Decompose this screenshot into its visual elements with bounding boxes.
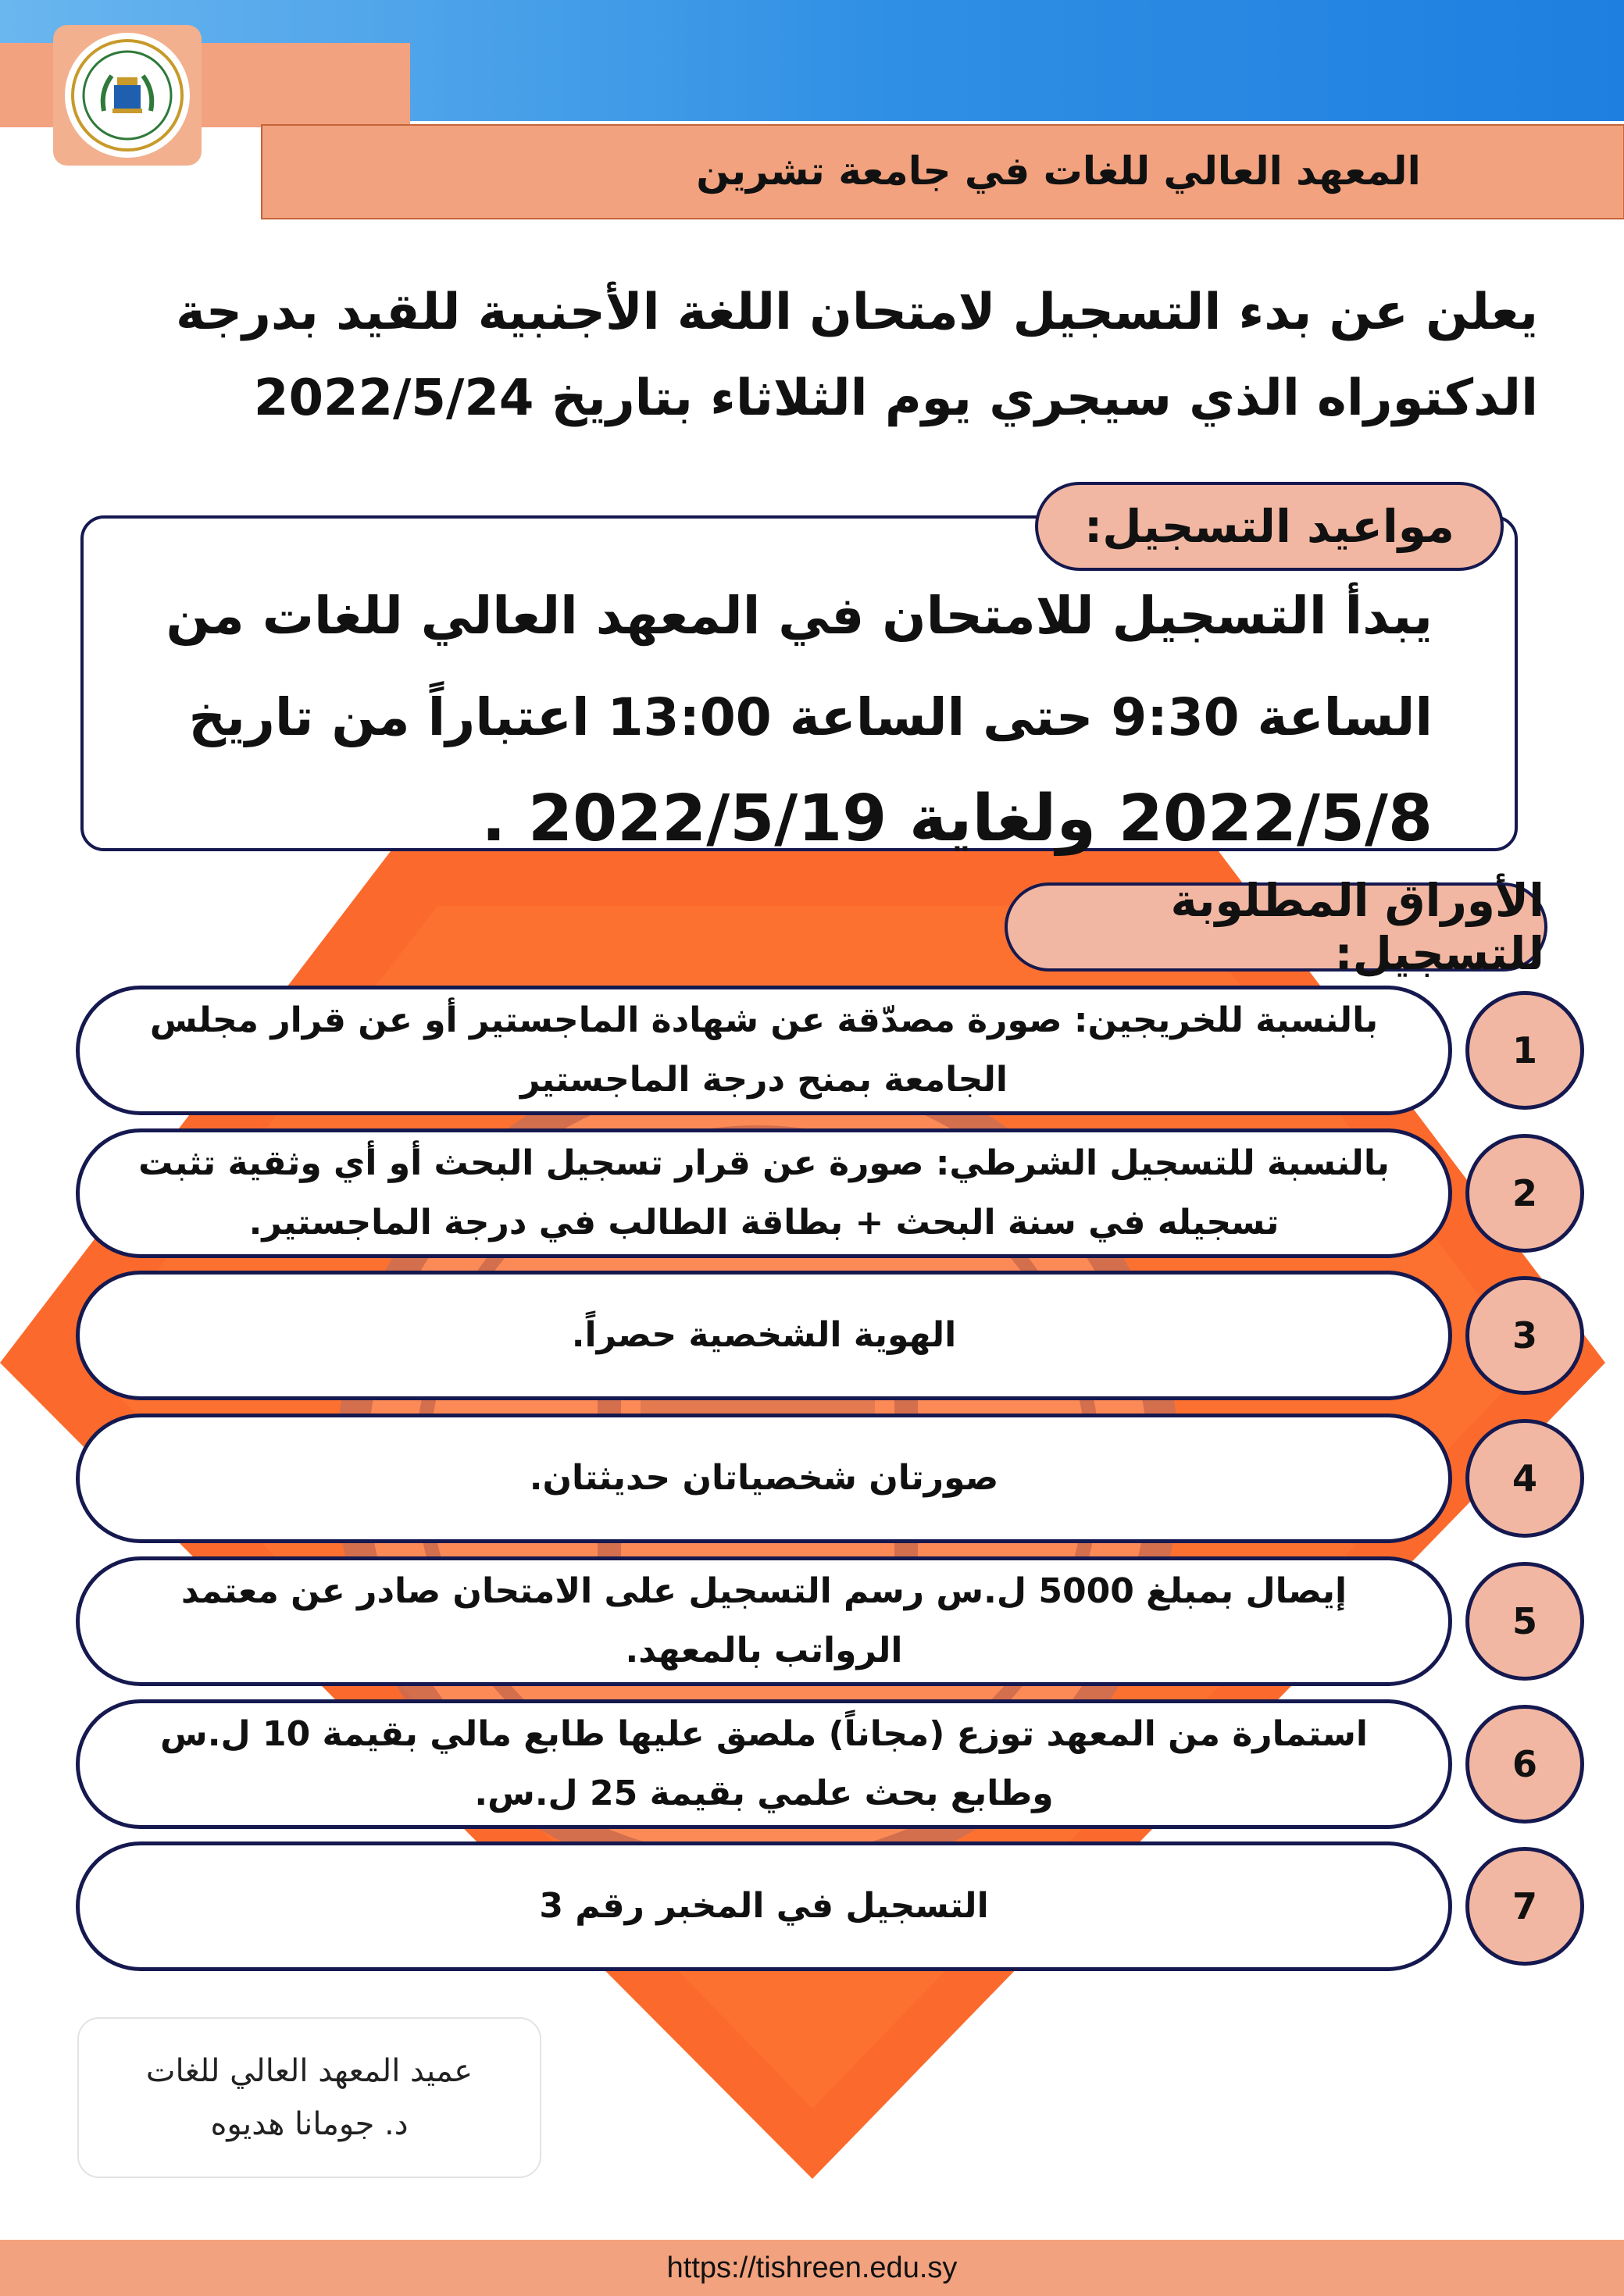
- requirement-line-2: الجامعة بمنح درجة الماجستير: [520, 1060, 1008, 1100]
- requirement-text: [181, 1562, 1347, 1681]
- requirement-line-2: تسجيله في سنة البحث + بطاقة الطالب في درجة الماجستير.: [248, 1203, 1280, 1242]
- requirement-item-3: [76, 1271, 1452, 1400]
- requirement-line-1: بالنسبة للتسجيل الشرطي: صورة عن قرار تسجيل البحث أو أي وثقية تثبت: [138, 1143, 1390, 1183]
- requirement-text: [539, 1877, 988, 1936]
- requirement-text: [150, 991, 1378, 1110]
- schedule-line-3: 2022/5/8 ولغاية 2022/5/19 .: [481, 782, 1433, 856]
- footer: [0, 2240, 1624, 2296]
- requirement-number-badge: 7: [1465, 1847, 1584, 1966]
- requirement-number-badge: 5: [1465, 1562, 1584, 1681]
- announcement-line-1: يعلن عن بدء التسجيل لامتحان اللغة الأجنبية للقيد بدرجة: [176, 283, 1538, 341]
- schedule-text: [162, 565, 1433, 870]
- requirement-number-badge: 4: [1465, 1419, 1584, 1538]
- requirement-line-2: الرواتب بالمعهد.: [625, 1631, 903, 1670]
- requirement-number-badge: 6: [1465, 1705, 1584, 1824]
- requirement-item-4: [76, 1414, 1452, 1543]
- institute-name: المعهد العالي للغات في جامعة تشرين: [696, 148, 1421, 194]
- requirement-line-2: وطابع بحث علمي بقيمة 25 ل.س.: [474, 1774, 1054, 1813]
- requirement-number-badge: 2: [1465, 1134, 1584, 1253]
- announcement: [54, 269, 1538, 441]
- requirement-text: [530, 1449, 998, 1508]
- logo-container: [53, 25, 202, 166]
- requirement-line-1: استمارة من المعهد توزع (مجاناً) ملصق عليها طابع مالي بقيمة 10 ل.س: [160, 1714, 1368, 1754]
- schedule-line-2: الساعة 9:30 حتى الساعة 13:00 اعتباراً من تاريخ: [188, 687, 1433, 747]
- requirement-text: [572, 1306, 956, 1365]
- requirement-number-badge: 3: [1465, 1276, 1584, 1395]
- requirement-item-2: [76, 1128, 1452, 1258]
- requirement-line-1: بالنسبة للخريجين: صورة مصدّقة عن شهادة الماجستير أو عن قرار مجلس: [149, 1000, 1379, 1040]
- documents-title: الأوراق المطلوبة للتسجيل:: [1005, 882, 1547, 972]
- requirement-text: [138, 1134, 1390, 1253]
- requirement-line-1: التسجيل في المخبر رقم 3: [539, 1886, 989, 1926]
- requirement-line-1: صورتان شخصياتان حديثتان.: [529, 1458, 999, 1498]
- requirement-line-1: إيصال بمبلغ 5000 ل.س رسم التسجيل على الامتحان صادر عن معتمد: [180, 1571, 1347, 1611]
- requirement-item-7: [76, 1841, 1452, 1971]
- signature-box: [77, 2017, 541, 2178]
- requirement-item-1: [76, 986, 1452, 1115]
- requirement-number-badge: 1: [1465, 991, 1584, 1110]
- signature-title: عميد المعهد العالي للغات: [145, 2053, 473, 2089]
- signature-name: د. جومانا هديوه: [210, 2106, 409, 2142]
- requirement-line-1: الهوية الشخصية حصراً.: [571, 1315, 957, 1355]
- university-seal-icon: [69, 37, 186, 154]
- requirement-item-5: [76, 1556, 1452, 1686]
- footer-url-link[interactable]: https://tishreen.edu.sy: [666, 2251, 958, 2284]
- requirement-text: [160, 1705, 1368, 1824]
- tishreen-university-logo: [65, 33, 190, 158]
- schedule-line-1: يبدأ التسجيل للامتحان في المعهد العالي للغات من: [166, 586, 1433, 646]
- schedule-title: مواعيد التسجيل:: [1035, 482, 1504, 571]
- requirement-item-6: [76, 1699, 1452, 1829]
- announcement-line-2: الدكتوراه الذي سيجري يوم الثلاثاء بتاريخ 2022/5/24: [253, 369, 1538, 427]
